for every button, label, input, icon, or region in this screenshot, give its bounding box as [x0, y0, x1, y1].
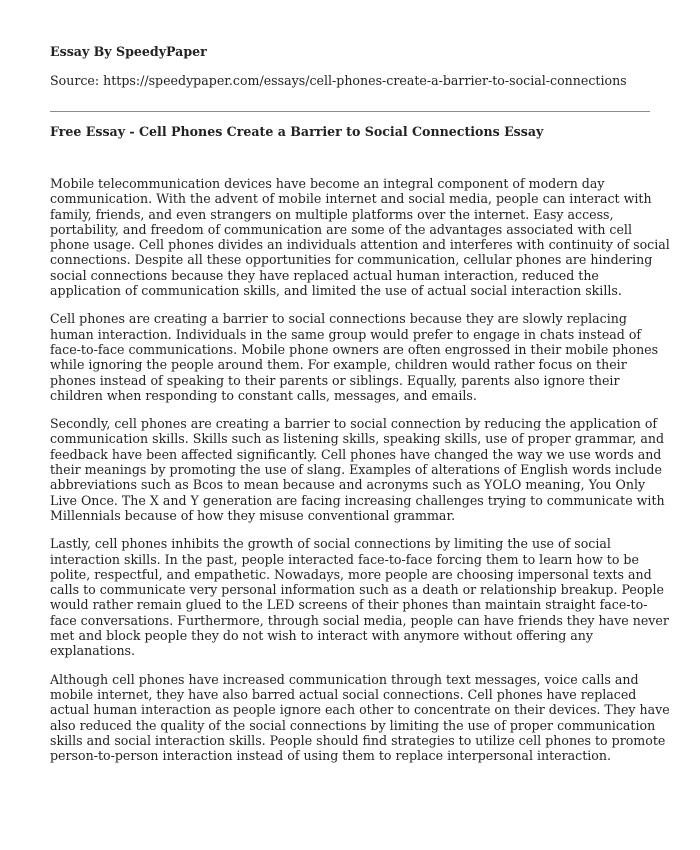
header-divider: [50, 111, 650, 112]
header-title: Essay By SpeedyPaper: [50, 44, 207, 59]
essay-title: Free Essay - Cell Phones Create a Barrier to Social Connections Essay: [50, 124, 544, 139]
source-label: Source:: [50, 73, 104, 88]
essay-body: [50, 176, 671, 763]
source-line: [50, 73, 671, 88]
paragraph-2: Cell phones are creating a barrier to social connections because they are slowly replacing human interaction. Individuals in the same group would prefer to engage in chats instead of face-to-face communications. Mobile phone owners are often engrossed in their mobile phones while ignoring the people around them. For example, children would rather focus on their phones instead of speaking to their parents or siblings. Equally, parents also ignore their children when responding to constant calls, messages, and emails.: [50, 311, 659, 403]
paragraph-5: Although cell phones have increased communication through text messages, voice calls and mobile internet, they have also barred actual social connections. Cell phones have replaced actual human interaction as people ignore each other to concentrate on their devices. They have also reduced the quality of the social connections by limiting the use of proper communication skills and social interaction skills. People should find strategies to utilize cell phones to promote person-to-person interaction instead of using them to replace interpersonal interaction.: [50, 671, 670, 764]
paragraph-3: Secondly, cell phones are creating a barrier to social connection by reducing the application of communication skills. Skills such as listening skills, speaking skills, use of proper grammar, and feedback have been affected significantly. Cell phones have changed the way we use words and their meanings by promoting the use of slang. Examples of alterations of English words include abbreviations such as Bcos to mean because and acronyms such as YOLO meaning, You Only Live Once. The X and Y generation are facing increasing challenges trying to communicate with Millennials because of how they misuse conventional grammar.: [50, 416, 665, 523]
source-url: https://speedypaper.com/essays/cell-phones-create-a-barrier-to-social-connections: [103, 73, 627, 88]
paragraph-1: Mobile telecommunication devices have become an integral component of modern day communication. With the advent of mobile internet and social media, people can interact with family, friends, and even strangers on multiple platforms over the internet. Easy access, portability, and freedom of communication are some of the advantages associated with cell phone usage. Cell phones divides an individuals attention and interferes with continuity of social connections. Despite all these opportunities for communication, cellular phones are hindering social connections because they have replaced actual human interaction, reduced the application of communication skills, and limited the use of actual social interaction skills.: [50, 176, 670, 299]
paragraph-4: Lastly, cell phones inhibits the growth of social connections by limiting the use of social interaction skills. In the past, people interacted face-to-face forcing them to learn how to be polite, respectful, and empathetic. Nowadays, more people are choosing impersonal texts and calls to communicate very personal information such as a death or relationship breakup. People would rather remain glued to the LED screens of their phones than maintain straight face-to-face conversations. Furthermore, through social media, people can have friends they have never met and block people they do not wish to interact with anymore without offering any explanations.: [50, 536, 669, 659]
